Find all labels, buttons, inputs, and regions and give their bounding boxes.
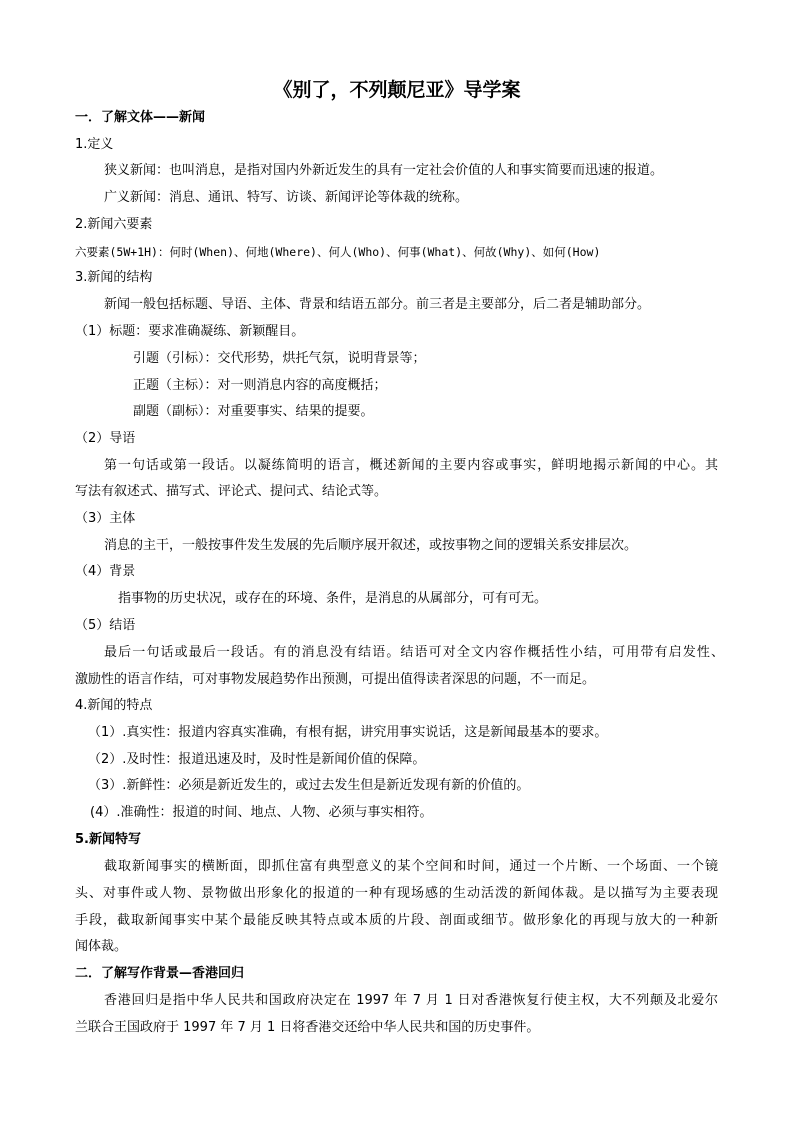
- feature-writing-line-3: 手段，截取新闻事实中某个最能反映其特点或本质的片段、剖面或细节。做形象化的再现与放大的一种新: [75, 913, 718, 928]
- lead-label: （2）导语: [75, 431, 136, 446]
- feature-timeliness: （2）.及时性：报道迅速及时，及时性是新闻价值的保障。: [88, 752, 426, 767]
- background-paragraph-line-2: 兰联合王国政府于 1997 年 7 月 1 日将香港交还给中华人民共和国的历史事件。: [75, 1020, 540, 1035]
- headline-subtitle: 副题（副标）：对重要事实、结果的提要。: [133, 404, 374, 419]
- features-heading: 4.新闻的特点: [75, 698, 153, 713]
- feature-writing-line-4: 闻体裁。: [75, 939, 128, 954]
- feature-writing-heading: 5.新闻特写: [75, 832, 141, 847]
- headline-lead-title: 引题（引标）：交代形势，烘托气氛，说明背景等；: [133, 351, 426, 366]
- six-elements-heading: 2.新闻六要素: [75, 217, 153, 232]
- ending-label: （5）结语: [75, 618, 136, 633]
- structure-intro: 新闻一般包括标题、导语、主体、背景和结语五部分。前三者是主要部分，后二者是辅助部分。: [104, 297, 651, 312]
- feature-writing-line-2: 头、对事件或人物、景物做出形象化的报道的一种有现场感的生动活泼的新闻体裁。是以描写为主要表现: [75, 886, 718, 901]
- ending-text-line-2: 激励性的语言作结，可对事物发展趋势作出预测，可提出值得读者深思的问题，不一而足。: [75, 672, 596, 687]
- background-label: （4）背景: [75, 564, 136, 579]
- broad-news-definition: 广义新闻：消息、通讯、特写、访谈、新闻评论等体裁的统称。: [104, 190, 469, 205]
- six-elements-text: 六要素(5W+1H)：何时(When)、何地(Where)、何人(Who)、何事(What)、何故(Why)、如何(How): [75, 245, 601, 259]
- narrow-news-definition: 狭义新闻：也叫消息，是指对国内外新近发生的具有一定社会价值的人和事实简要而迅速的报道。: [104, 163, 664, 178]
- background-text: 指事物的历史状况，或存在的环境、条件，是消息的从属部分，可有可无。: [118, 591, 548, 606]
- feature-authenticity: （1）.真实性：报道内容真实准确，有根有据，讲究用事实说话，这是新闻最基本的要求。: [88, 725, 608, 740]
- body-text: 消息的主干，一般按事件发生发展的先后顺序展开叙述，或按事物之间的逻辑关系安排层次。: [104, 538, 638, 553]
- lead-text-line-1: 第一句话或第一段话。以凝练简明的语言，概述新闻的主要内容或事实，鲜明地揭示新闻的中心。其: [104, 458, 718, 473]
- feature-writing-line-1: 截取新闻事实的横断面，即抓住富有典型意义的某个空间和时间，通过一个片断、一个场面、一个镜: [104, 859, 718, 874]
- page-title: 《别了，不列颠尼亚》导学案: [273, 79, 521, 101]
- headline-main-title: 正题（主标）：对一则消息内容的高度概括；: [133, 378, 387, 393]
- definition-heading: 1.定义: [75, 137, 114, 152]
- section-1-heading: 一．了解文体——新闻: [75, 110, 206, 125]
- feature-accuracy: (4）.准确性：报道的时间、地点、人物、必须与事实相符。: [90, 805, 433, 820]
- ending-text-line-1: 最后一句话或最后一段话。有的消息没有结语。结语可对全文内容作概括性小结，可用带有启发性、: [104, 645, 724, 660]
- headline-label: （1）标题：要求准确凝练、新颖醒目。: [75, 324, 305, 339]
- lead-text-line-2: 写法有叙述式、描写式、评论式、提问式、结论式等。: [75, 484, 388, 499]
- feature-freshness: （3）.新鲜性：必须是新近发生的，或过去发生但是新近发现有新的价值的。: [88, 778, 530, 793]
- structure-heading: 3.新闻的结构: [75, 270, 153, 285]
- section-2-heading: 二．了解写作背景—香港回归: [75, 966, 245, 981]
- background-paragraph-line-1: 香港回归是指中华人民共和国政府决定在 1997 年 7 月 1 日对香港恢复行使主权，大不列颠及北爱尔: [104, 993, 718, 1008]
- body-label: （3）主体: [75, 511, 136, 526]
